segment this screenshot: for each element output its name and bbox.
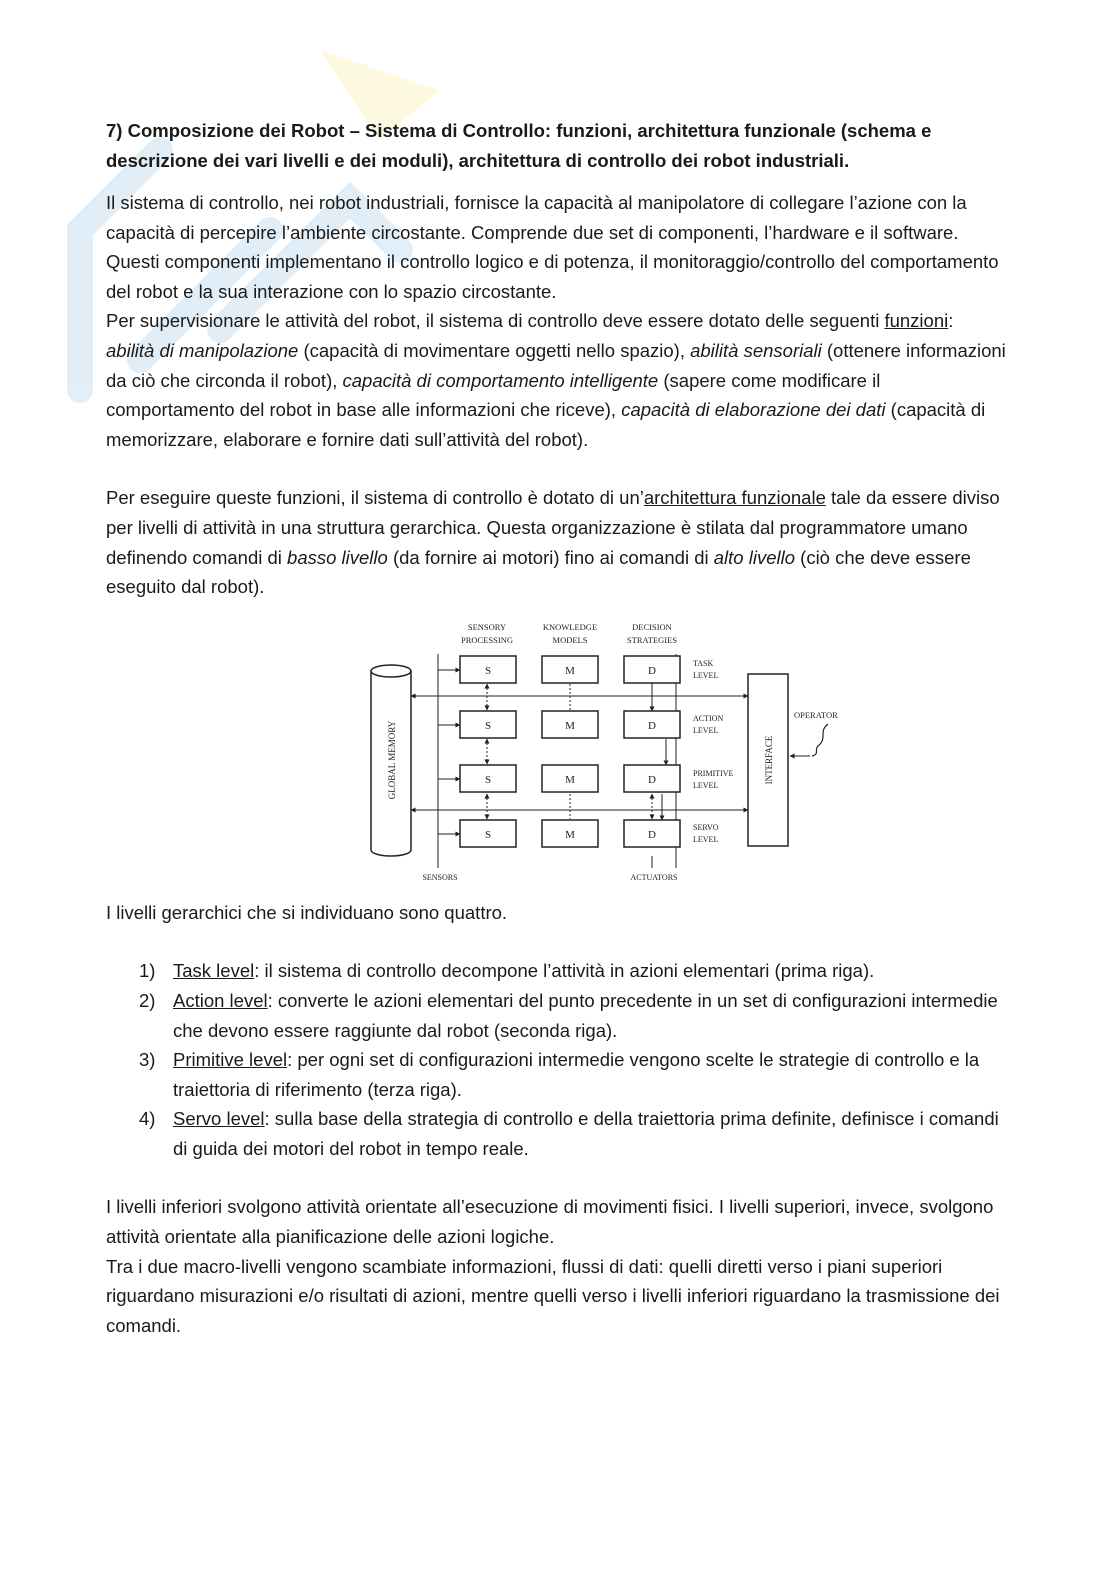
actuators-label: ACTUATORS <box>630 872 678 882</box>
vertical-connectors <box>484 684 652 819</box>
section-heading: 7) Composizione dei Robot – Sistema di Controllo: funzioni, architettura funzionale (schema e descrizione dei vari livelli e dei moduli), architettura di controllo dei robot industriali. <box>106 120 932 171</box>
box-m-action-label: M <box>565 719 575 732</box>
box-s-servo-label: S <box>484 828 492 841</box>
box-s-action-label: S <box>484 719 492 732</box>
list-item: 2) Action level: converte le azioni elementari del punto precedente in un set di configurazioni intermedie che devono essere raggiunte dal robot (seconda riga). <box>139 989 998 1041</box>
term-action-level: Action level <box>173 989 268 1011</box>
level-servo-2: LEVEL <box>693 834 719 844</box>
level-task-2: LEVEL <box>693 670 719 680</box>
level-primitive-1: PRIMITIVE <box>693 768 734 778</box>
col-header-models: MODELS <box>552 634 588 645</box>
paragraph-levels-intro: I livelli gerarchici che si individuano sono quattro. <box>106 901 508 923</box>
term-primitive-level: Primitive level <box>173 1049 288 1071</box>
level-action-2: LEVEL <box>693 725 719 735</box>
operator-label: OPERATOR <box>794 709 838 720</box>
document-page <box>106 116 1006 1340</box>
row-task <box>460 656 718 683</box>
list-item: 1) Task level: il sistema di controllo decompone l’attività in azioni elementari (prima riga). <box>139 960 875 982</box>
box-d-task-label: D <box>648 664 656 677</box>
box-m-servo-label: M <box>565 828 575 841</box>
paragraph-data-flows: Tra i due macro-livelli vengono scambiate informazioni, flussi di dati: quelli diretti verso i piani superiori riguardano misurazioni e/o risultati di azioni, mentre quelli verso i livelli inferiori riguardano la trasmissione dei comandi. <box>106 1255 1000 1336</box>
col-header-sensory: SENSORY <box>467 621 507 632</box>
row-primitive <box>460 765 734 792</box>
paragraph-intro: Il sistema di controllo, nei robot industriali, fornisce la capacità al manipolatore di collegare l’azione con la capacità di percepire l’ambiente circostante. Comprende due set di componenti, l’hardware e il software. Questi componenti implementano il controllo logico e di potenza, il monitoraggio/controllo del comportamento del robot e la sua interazione con lo spazio circostante. <box>106 192 999 302</box>
term-servo-level: Servo level <box>173 1108 265 1130</box>
list-item: 4) Servo level: sulla base della strategia di controllo e della traiettoria prima definite, definisce i comandi di guida dei motori del robot in tempo reale. <box>139 1108 999 1159</box>
row-servo <box>460 820 719 847</box>
box-d-primitive-label: D <box>648 773 656 786</box>
box-s-primitive-label: S <box>484 773 492 786</box>
paragraph-functions: Per supervisionare le attività del robot, il sistema di controllo deve essere dotato delle seguenti funzioni: abilità di manipolazione (capacità di movimentare oggetti nello spazio), abilità sensoriali (ottenere informazioni da ciò che circonda il robot), capacità di comportamento intelligente (sapere come modificare il comportamento del robot in base alle informazioni che riceve), capacità di elaborazione dei dati (capacità di memorizzare, elaborare e fornire dati sull’attività del robot). <box>106 310 1006 450</box>
sensors-label: SENSORS <box>422 872 458 882</box>
interface-label: INTERFACE <box>764 735 774 785</box>
level-servo-1: SERVO <box>693 822 719 832</box>
box-s-task-label: S <box>484 664 492 677</box>
term-task-level: Task level <box>173 960 255 982</box>
row-action <box>460 711 723 738</box>
operator-squiggle <box>812 724 828 756</box>
box-d-action-label: D <box>648 719 656 732</box>
paragraph-levels-summary: I livelli inferiori svolgono attività orientate all’esecuzione di movimenti fisici. I livelli superiori, invece, svolgono attività orientate alla pianificazione delle azioni logiche. <box>106 1196 994 1248</box>
term-architettura-funzionale: architettura funzionale <box>643 487 826 509</box>
col-header-strategies: STRATEGIES <box>626 634 678 645</box>
sensor-lines <box>438 654 460 868</box>
level-action-1: ACTION <box>693 713 724 723</box>
global-memory-label: GLOBAL MEMORY <box>387 720 397 799</box>
levels-list <box>106 956 1006 1163</box>
level-primitive-2: LEVEL <box>693 780 719 790</box>
col-header-decision: DECISION <box>632 621 672 632</box>
list-item: 3) Primitive level: per ogni set di configurazioni intermedie vengono scelte le strategie di controllo e la traiettoria di riferimento (terza riga). <box>139 1049 980 1100</box>
level-task-1: TASK <box>693 658 714 668</box>
col-header-processing: PROCESSING <box>461 634 513 645</box>
paragraph-architecture: Per eseguire queste funzioni, il sistema di controllo è dotato di un’architettura funzionale tale da essere diviso per livelli di attività in una struttura gerarchica. Questa organizzazione è stilata dal programmatore umano definendo comandi di basso livello (da fornire ai motori) fino ai comandi di alto livello (ciò che deve essere eseguito dal robot). <box>106 487 1000 598</box>
term-funzioni: funzioni <box>884 310 949 332</box>
box-m-task-label: M <box>565 664 575 677</box>
box-d-servo-label: D <box>648 828 656 841</box>
architecture-diagram <box>106 614 1006 896</box>
box-m-primitive-label: M <box>565 773 575 786</box>
col-header-knowledge: KNOWLEDGE <box>542 621 598 632</box>
